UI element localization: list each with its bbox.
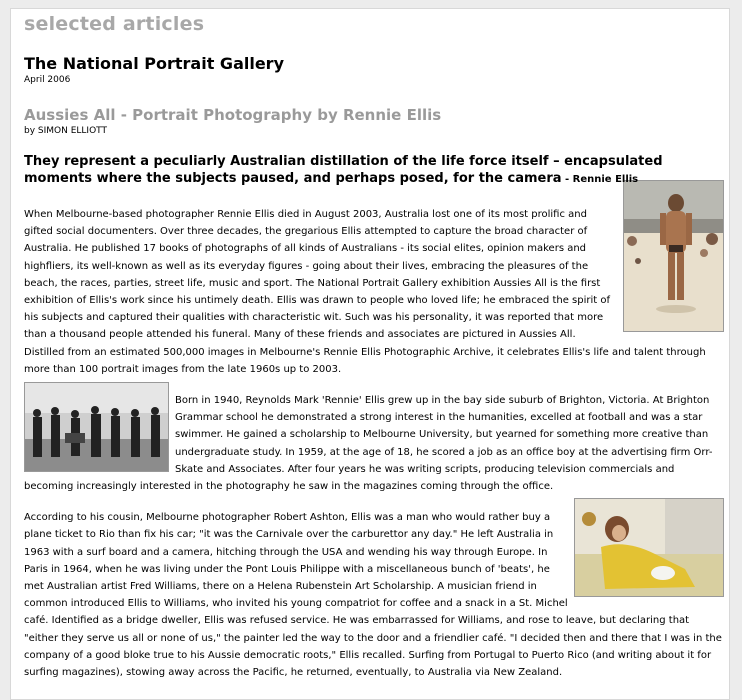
- pull-quote: [24, 153, 724, 188]
- pull-quote-attribution: - Rennie Ellis: [561, 174, 639, 185]
- article-column: [24, 9, 724, 681]
- content-panel: [10, 8, 730, 700]
- paragraph-2: Born in 1940, Reynolds Mark 'Rennie' Ellis grew up in the bay side suburb of Brighton, Victoria. At Brighton Grammar school he demonstrated a strong interest in the humanities, excelled at football and was a star swimmer. He gained a scholarship to Melbourne University, but yearned for something more creative than undergraduate study. In 1959, at the age of 18, he scored a job as an office boy at the advertising firm Orr-Skate and Associates. After four years he was writing scripts, producing television commercials and becoming increasingly interested in the photography he saw in the magazines coming through the office.: [24, 395, 713, 493]
- article-title: Aussies All - Portrait Photography by Rennie Ellis: [24, 106, 442, 124]
- article-byline: by SIMON ELLIOTT: [24, 126, 107, 136]
- section-title: selected articles: [24, 13, 205, 35]
- publication-title: The National Portrait Gallery: [24, 54, 284, 73]
- paragraph-1: When Melbourne-based photographer Rennie Ellis died in August 2003, Australia lost one of its most prolific and gifted social documenters. Over three decades, the gregarious Ellis attempted to capture the broad character of Australia. He published 17 books of photographs of all kinds of Australians - its social elites, opinion makers and highfliers, its well-known as well as its everyday figures - going about their lives, embracing the pleasures of the beach, the races, parties, street life, music and sport. The National Portrait Gallery exhibition Aussies All is the first exhibition of Ellis's work since his untimely death. Ellis was drawn to people who loved life; he embraced the spirit of his subjects and captured their qualities with characteristic wit. Such was his personality, it was reported that more than a thousand people attended his funeral. Many of these friends and associates are pictured in Aussies All. Distilled from an estimated 500,000 images in Melbourne's Rennie Ellis Photographic Archive, it celebrates Ellis's life and talent through more than 100 portrait images from the late 1960s up to 2003.: [24, 209, 706, 375]
- publication-date: April 2006: [24, 75, 71, 85]
- group-portrait-photo: [24, 382, 169, 472]
- lounge-portrait-photo: [574, 498, 724, 597]
- paragraph-3: According to his cousin, Melbourne photographer Robert Ashton, Ellis was a man who would rather buy a plane ticket to Rio than fix his car; "it was the Carnivale over the carburettor any day." He left Australia in 1963 with a surf board and a camera, hitching through the USA and wending his way through Europe. In Paris in 1964, when he was living under the Pont Louis Philippe with a miscellaneous bunch of 'beats', he met Australian artist Fred Williams, there on a Helena Rubenstein Art Scholarship. A musician friend in common introduced Ellis to Williams, who invited his young compatriot for coffee and a snack in a St. Michel café. Identified as a bridge dweller, Ellis was refused service. He was embarrassed for Williams, and rose to leave, but declaring that "either they serve us all or none of us," the painter led the way to the door and a friendlier café. "I decided then and there that I was in the company of a good bloke true to his Aussie democratic roots," Ellis recalled. Surfing from Portugal to Puerto Rico (and writing about it for surfing magazines), stowing away across the Pacific, he returned, eventually, to Australia via New Zealand.: [24, 512, 722, 679]
- pull-quote-text: They represent a peculiarly Australian distillation of the life force itself – encapsulated moments where the subjects paused, and perhaps posed, for the camera: [24, 154, 663, 186]
- beach-portrait-photo: [623, 180, 724, 332]
